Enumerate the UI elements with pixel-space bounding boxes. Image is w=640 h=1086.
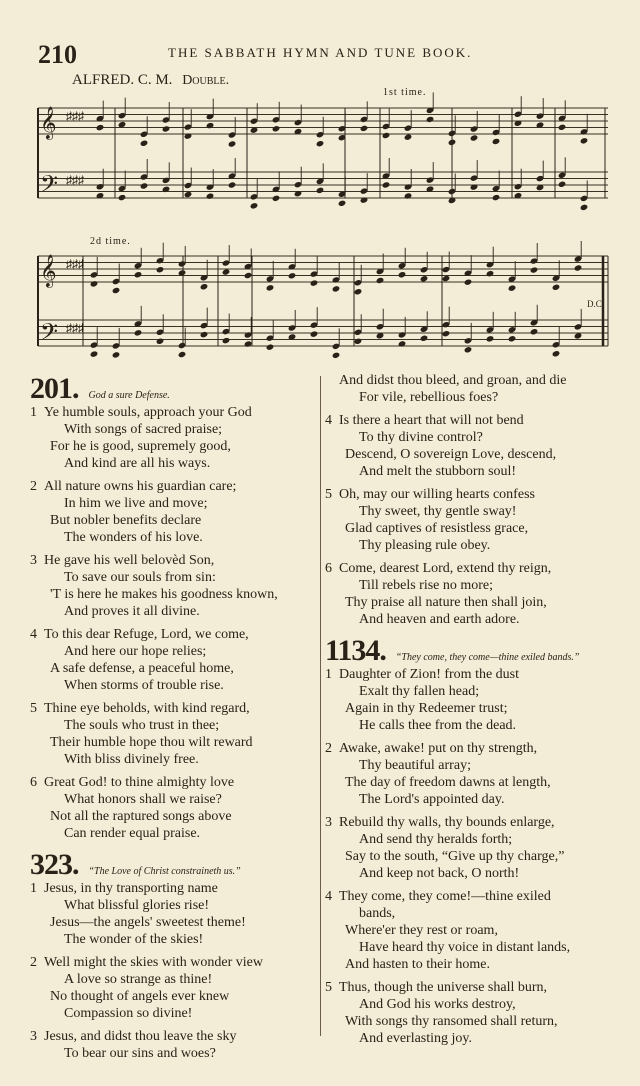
verse-line (325, 979, 615, 996)
hymn-title: “The Love of Christ constraineth us.” (88, 866, 241, 877)
verse-text: Thy praise all nature then shall join, (345, 595, 547, 610)
note-head (530, 266, 539, 273)
note-head (574, 264, 583, 271)
note-head (552, 350, 561, 357)
verse-line (30, 421, 320, 438)
verse-line (30, 603, 320, 620)
verse-text: And God his works destroy, (359, 997, 516, 1012)
verse-text: Oh, may our willing hearts confess (339, 487, 535, 502)
verse-line (325, 996, 615, 1013)
note-head (426, 116, 435, 123)
verse-line (325, 611, 615, 628)
verse-text: They come, they come!—thine exiled (339, 889, 551, 904)
note-head (486, 270, 495, 277)
verse-text: He calls thee from the dead. (359, 718, 517, 733)
note-head (200, 283, 209, 290)
verse-text: With bliss divinely free. (64, 752, 199, 767)
note-head (448, 139, 457, 146)
verse-line (30, 897, 320, 914)
verse-line (30, 438, 320, 455)
verse-text: Can render equal praise. (64, 826, 201, 841)
verse-text: Great God! to thine almighty love (44, 775, 235, 790)
treble-clef-icon: 𝄞 (40, 106, 57, 139)
note-head (310, 330, 319, 337)
hymn (325, 634, 615, 1047)
verse-text: A safe defense, a peaceful home, (50, 661, 234, 676)
note-head (266, 343, 275, 350)
verse-line (30, 552, 320, 569)
first-time-marking: 1st time. (383, 87, 427, 98)
verse-text: 'T is here he makes his goodness known, (50, 587, 278, 602)
verse-line (325, 888, 615, 905)
verse-text: The Lord's appointed day. (359, 792, 505, 807)
note-head (552, 284, 561, 291)
verse-text: Say to the south, “Give up thy charge,” (345, 849, 565, 864)
verse-text: Jesus—the angels' sweetest theme! (50, 915, 246, 930)
verse-line (325, 577, 615, 594)
da-capo-marking: D.C. (587, 299, 605, 309)
note-head (360, 125, 369, 132)
verse-line (30, 825, 320, 842)
note-head (580, 137, 589, 144)
verse-line (30, 700, 320, 717)
stanza-number: 5 (325, 487, 332, 502)
stanza (325, 412, 615, 480)
second-time-marking: 2d time. (90, 236, 131, 247)
note-head (360, 196, 369, 203)
note-head (206, 122, 215, 129)
verse-text: The wonders of his love. (64, 530, 203, 545)
verse-line (325, 666, 615, 683)
note-head (228, 181, 237, 188)
stanza (325, 979, 615, 1047)
verse-text: And send thy heralds forth; (359, 832, 513, 847)
stanza (30, 478, 320, 546)
note-head (156, 266, 165, 273)
note-head (184, 191, 193, 198)
hymn (325, 372, 615, 628)
verse-line (30, 495, 320, 512)
verse-text: With songs of sacred praise; (64, 422, 223, 437)
verse-line (325, 922, 615, 939)
verse-line (325, 463, 615, 480)
verse-line (325, 740, 615, 757)
verse-line (30, 751, 320, 768)
hymn (30, 372, 320, 842)
verse-text: bands, (359, 906, 396, 921)
note-head (508, 284, 517, 291)
note-head (244, 272, 253, 279)
note-head (420, 275, 429, 282)
note-head (464, 279, 473, 286)
stanza (325, 888, 615, 973)
verse-line (325, 1030, 615, 1047)
page-number: 210 (38, 40, 77, 69)
note-head (112, 351, 121, 358)
verse-line (30, 512, 320, 529)
note-head (354, 288, 363, 295)
verse-line (325, 446, 615, 463)
verse-line (30, 626, 320, 643)
verse-line (325, 757, 615, 774)
verse-text: And keep not back, O north! (359, 866, 520, 881)
verse-line (30, 808, 320, 825)
verse-text: All nature owns his guardian care; (44, 479, 237, 494)
stanza-number: 2 (30, 479, 37, 494)
verse-line (325, 429, 615, 446)
note-head (382, 181, 391, 188)
note-head (382, 132, 391, 139)
verse-text: Awake, awake! put on thy strength, (339, 741, 538, 756)
verse-text: Rebuild thy walls, thy bounds enlarge, (339, 815, 555, 830)
verse-line (30, 774, 320, 791)
verse-line (30, 734, 320, 751)
verse-line (325, 831, 615, 848)
stanza (30, 700, 320, 768)
hymn-title: “They come, they come—thine exiled bands.” (395, 652, 580, 663)
note-head (470, 183, 479, 190)
verse-text: Jesus, and didst thou leave the sky (44, 1029, 237, 1044)
verse-line (30, 677, 320, 694)
verse-line (325, 560, 615, 577)
verse-line (30, 660, 320, 677)
stanza (325, 666, 615, 734)
verse-line (30, 586, 320, 603)
verse-text: Have heard thy voice in distant lands, (359, 940, 571, 955)
verse-text: But nobler benefits declare (50, 513, 202, 528)
note-head (222, 268, 231, 275)
verse-text: For he is good, supremely good, (50, 439, 231, 454)
tune-note: Double. (182, 73, 230, 88)
stanza (325, 814, 615, 882)
verse-line (30, 529, 320, 546)
verse-text: To save our souls from sin: (64, 570, 216, 585)
verse-text: Where'er they rest or roam, (345, 923, 498, 938)
verse-line (325, 939, 615, 956)
verse-text: To bear our sins and woes? (64, 1046, 216, 1061)
note-head (206, 192, 215, 199)
note-head (200, 331, 209, 338)
verse-line (30, 1045, 320, 1062)
hymn-heading (325, 634, 615, 666)
verse-text: Not all the raptured songs above (50, 809, 232, 824)
verse-line (30, 988, 320, 1005)
clef-icons (40, 106, 84, 351)
note-head (140, 182, 149, 189)
verse-text: The wonder of the skies! (64, 932, 204, 947)
key-signature-icon: ♯♯♯ (66, 173, 84, 187)
verse-text: Their humble hope thou wilt reward (50, 735, 253, 750)
note-head (404, 134, 413, 141)
note-head (486, 335, 495, 342)
note-head (272, 125, 281, 132)
note-head (118, 194, 127, 201)
note-head (96, 124, 105, 131)
stanza-number: 5 (30, 701, 37, 716)
verse-text: And melt the stubborn soul! (359, 464, 517, 479)
hymn-heading (30, 848, 320, 880)
verse-text: Thy beautiful array; (359, 758, 471, 773)
verse-line (325, 520, 615, 537)
verse-text: He gave his well belovèd Son, (44, 553, 215, 568)
left-column (30, 372, 320, 1068)
verse-line (30, 404, 320, 421)
bass-clef-icon: 𝄢 (40, 170, 59, 203)
verse-line (325, 683, 615, 700)
verse-line (30, 1005, 320, 1022)
note-head (530, 328, 539, 335)
stanza-number: 2 (30, 955, 37, 970)
verse-text: The souls who trust in thee; (64, 718, 220, 733)
stanza (30, 954, 320, 1022)
right-column (325, 372, 615, 1053)
verse-text: With songs thy ransomed shall return, (345, 1014, 558, 1029)
stanza (325, 740, 615, 808)
verse-text: And everlasting joy. (359, 1031, 473, 1046)
note-head (266, 284, 275, 291)
note-head (140, 140, 149, 147)
running-title: THE SABBATH HYMN AND TUNE BOOK. (168, 45, 473, 60)
stanza-number: 6 (325, 561, 332, 576)
note-head (420, 335, 429, 342)
note-head (558, 124, 567, 131)
verse-text: To thy divine control? (359, 430, 483, 445)
verse-text: Glad captives of resistless grace, (345, 521, 529, 536)
key-signature-icon: ♯♯♯ (66, 321, 84, 335)
stanza-number: 5 (325, 980, 332, 995)
verse-text: Thy sweet, thy gentle sway! (359, 504, 517, 519)
verse-line (325, 372, 615, 389)
stanza (325, 486, 615, 554)
note-head (244, 340, 253, 347)
note-head (112, 287, 121, 294)
hymn-number: 1134. (325, 634, 386, 667)
note-head (508, 335, 517, 342)
verse-line (30, 971, 320, 988)
stanza-number: 3 (30, 553, 37, 568)
verse-text: Daughter of Zion! from the dust (339, 667, 520, 682)
verse-line (325, 774, 615, 791)
note-head (332, 352, 341, 359)
verse-line (325, 503, 615, 520)
note-head (558, 181, 567, 188)
verse-text: No thought of angels ever knew (50, 989, 230, 1004)
stanza (30, 626, 320, 694)
treble-clef-icon: 𝄞 (40, 254, 57, 287)
verse-line (325, 486, 615, 503)
note-head (442, 275, 451, 282)
note-head (90, 280, 99, 287)
note-head (470, 134, 479, 141)
stanza-number: 3 (325, 815, 332, 830)
note-head (442, 330, 451, 337)
verse-line (30, 914, 320, 931)
tune-meter: C. M. (137, 72, 173, 88)
note-head (492, 194, 501, 201)
verse-line (30, 478, 320, 495)
verse-text: Descend, O sovereign Love, descend, (345, 447, 557, 462)
hymn-number: 201. (30, 372, 79, 405)
verse-line (325, 537, 615, 554)
stanza (325, 372, 615, 406)
verse-text: Thus, though the universe shall burn, (339, 980, 548, 995)
note-head (404, 192, 413, 199)
note-head (398, 271, 407, 278)
hymn-heading (30, 372, 320, 404)
hymn (30, 848, 320, 1062)
verse-line (325, 1013, 615, 1030)
bass-clef-icon: 𝄢 (40, 318, 59, 351)
verse-line (30, 717, 320, 734)
note-head (310, 279, 319, 286)
note-head (184, 132, 193, 139)
verse-text: Thine eye beholds, with kind regard, (44, 701, 250, 716)
verse-text: Exalt thy fallen head; (359, 684, 480, 699)
verse-line (30, 880, 320, 897)
stanza-number: 1 (30, 405, 37, 420)
stanza (30, 404, 320, 472)
verse-line (325, 700, 615, 717)
verse-text: And here our hope relies; (64, 644, 207, 659)
verse-line (325, 848, 615, 865)
verse-text: The day of freedom dawns at length, (345, 775, 551, 790)
music-score (0, 0, 640, 370)
note-head (398, 340, 407, 347)
note-head (376, 277, 385, 284)
hymn-title: God a sure Defense. (88, 390, 170, 401)
stanza (30, 774, 320, 842)
verse-text: In him we live and move; (64, 496, 208, 511)
verse-text: And hasten to their home. (345, 957, 491, 972)
verse-line (30, 455, 320, 472)
stanza-number: 6 (30, 775, 37, 790)
note-head (316, 187, 325, 194)
verse-text: For vile, rebellious foes? (359, 390, 499, 405)
stanza-number: 2 (325, 741, 332, 756)
verse-line (30, 931, 320, 948)
verse-text: To this dear Refuge, Lord, we come, (44, 627, 249, 642)
stanza-number: 4 (325, 889, 332, 904)
verse-line (325, 389, 615, 406)
note-head (134, 271, 143, 278)
note-head (134, 329, 143, 336)
note-head (228, 140, 237, 147)
column-divider (320, 376, 321, 1036)
verse-line (325, 717, 615, 734)
key-signature-icon: ♯♯♯ (66, 257, 84, 271)
verse-text: Jesus, in thy transporting name (44, 881, 218, 896)
verse-line (30, 954, 320, 971)
verse-line (325, 905, 615, 922)
note-head (222, 337, 231, 344)
verse-text: And kind are all his ways. (64, 456, 211, 471)
note-head (272, 195, 281, 202)
note-head (90, 350, 99, 357)
note-head (316, 140, 325, 147)
stanza (30, 1028, 320, 1062)
verse-line (325, 594, 615, 611)
verse-text: And proves it all divine. (64, 604, 200, 619)
verse-text: When storms of trouble rise. (64, 678, 224, 693)
stanza (325, 560, 615, 628)
note-head (162, 125, 171, 132)
stanza (30, 880, 320, 948)
verse-line (325, 791, 615, 808)
verse-text: Well might the skies with wonder view (44, 955, 263, 970)
verse-text: And didst thou bleed, and groan, and die (339, 373, 567, 388)
verse-text: A love so strange as thine! (64, 972, 213, 987)
verse-text: Till rebels rise no more; (359, 578, 494, 593)
note-head (250, 202, 259, 209)
verse-text: Thy pleasing rule obey. (359, 538, 491, 553)
verse-line (30, 1028, 320, 1045)
verse-line (325, 814, 615, 831)
stanza-number: 4 (30, 627, 37, 642)
note-head (288, 272, 297, 279)
note-head (464, 346, 473, 353)
verse-line (30, 643, 320, 660)
note-head (156, 338, 165, 345)
note-head (178, 351, 187, 358)
verse-text: Is there a heart that will not bend (339, 413, 524, 428)
verse-line (325, 956, 615, 973)
verse-text: What blissful glories rise! (64, 898, 210, 913)
verse-text: Ye humble souls, approach your God (44, 405, 252, 420)
verse-line (30, 791, 320, 808)
stanza-number: 1 (325, 667, 332, 682)
stanza-number: 4 (325, 413, 332, 428)
stanza-number: 3 (30, 1029, 37, 1044)
verse-line (325, 865, 615, 882)
hymn-number: 323. (30, 848, 79, 881)
verse-text: Again in thy Redeemer trust; (345, 701, 508, 716)
key-signature-icon: ♯♯♯ (66, 109, 84, 123)
verse-text: Compassion so divine! (64, 1006, 193, 1021)
verse-line (325, 412, 615, 429)
verse-text: Come, dearest Lord, extend thy reign, (339, 561, 552, 576)
note-head (354, 338, 363, 345)
stanza (30, 552, 320, 620)
stanza-number: 1 (30, 881, 37, 896)
note-head (338, 200, 347, 207)
note-head (332, 285, 341, 292)
note-heads (90, 92, 589, 359)
verse-line (30, 569, 320, 586)
verse-text: And heaven and earth adore. (359, 612, 520, 627)
verse-text: What honors shall we raise? (64, 792, 222, 807)
note-head (580, 204, 589, 211)
note-head (492, 138, 501, 145)
tune-name: ALFRED. (72, 72, 135, 88)
